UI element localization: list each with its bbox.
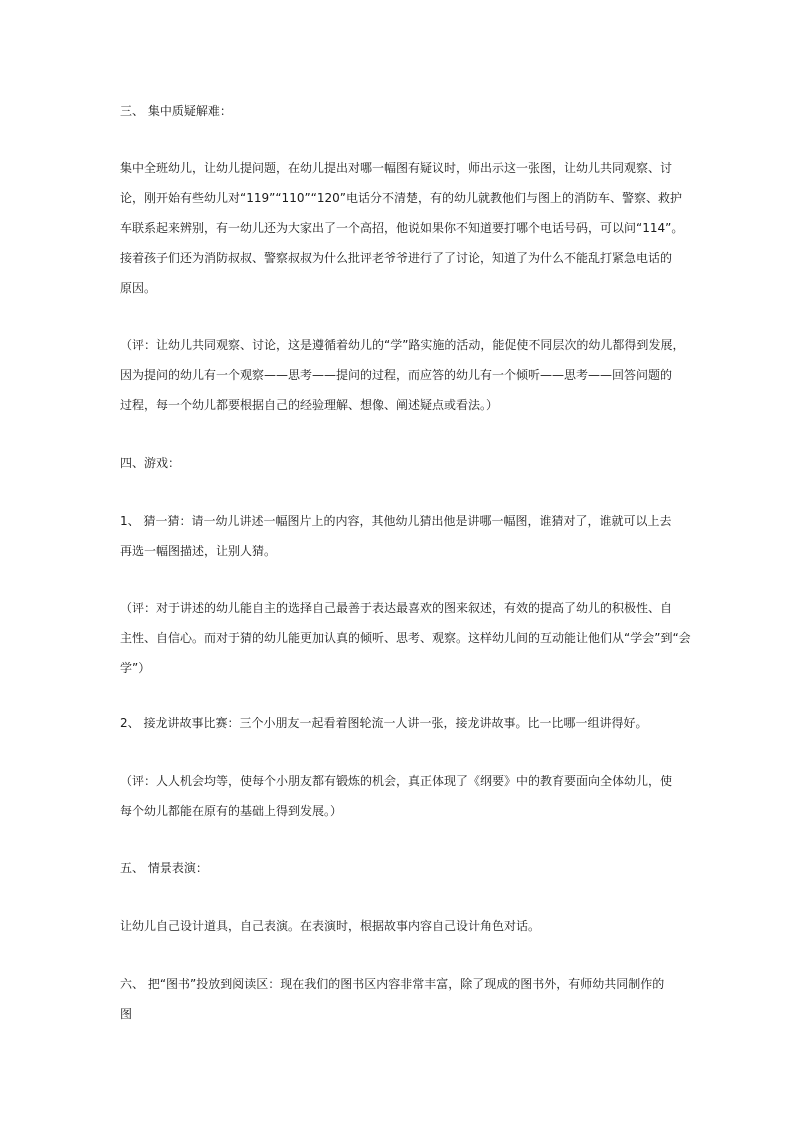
section-5-heading: 五、 情景表演： bbox=[120, 861, 208, 875]
section-3-heading: 三、 集中质疑解难： bbox=[120, 104, 232, 118]
section-5-body: 让幼儿自己设计道具，自己表演。在表演时，根据故事内容自己设计角色对话。 bbox=[120, 919, 541, 933]
game-item-2: 2、 接龙讲故事比赛：三个小朋友一起看着图轮流一人讲一张，接龙讲故事。比一比哪一组讲得好。 bbox=[120, 716, 648, 730]
text-line: 过程，每一个幼儿都要根据自己的经验理解、想像、阐述疑点或看法。） bbox=[120, 398, 499, 412]
section-3-body bbox=[120, 153, 684, 303]
text-line: （评：人人机会均等，使每个小朋友都有锻炼的机会，真正体现了《纲要》中的教育要面向全体幼儿，使 bbox=[120, 774, 673, 788]
text-line: 每个幼儿都能在原有的基础上得到发展。） bbox=[120, 804, 343, 818]
text-line: 车联系起来辨别，有一幼儿还为大家出了一个高招，他说如果你不知道要打哪个电话号码，可以问“114”。 bbox=[120, 221, 684, 235]
section-4-heading: 四、游戏： bbox=[120, 456, 181, 470]
text-line: 1、 猜一猜：请一幼儿讲述一幅图片上的内容，其他幼儿猜出他是讲哪一幅图，谁猜对了，谁就可以上去 bbox=[120, 514, 672, 528]
section-6-line: 六、 把“图书”投放到阅读区：现在我们的图书区内容非常丰富，除了现成的图书外，有师幼共同制作的图 bbox=[120, 977, 665, 1021]
text-line: 再选一幅图描述，让别人猜。 bbox=[120, 544, 277, 558]
text-line: （评：让幼儿共同观察、讨论，这是遵循着幼儿的“学”路实施的活动，能促使不同层次的幼儿都得到发展， bbox=[120, 338, 685, 352]
game-item-1 bbox=[120, 506, 676, 566]
game-item-1-comment bbox=[120, 593, 691, 683]
text-line: 集中全班幼儿，让幼儿提问题，在幼儿提出对哪一幅图有疑议时，师出示这一张图，让幼儿共同观察、讨 bbox=[120, 161, 673, 175]
text-line: （评：对于讲述的幼儿能自主的选择自己最善于表达最喜欢的图来叙述，有效的提高了幼儿的积极性、自 bbox=[120, 601, 673, 615]
text-line: 因为提问的幼儿有一个观察——思考——提问的过程，而应答的幼儿有一个倾听——思考——回答问题的 bbox=[120, 368, 673, 382]
game-item-2-comment bbox=[120, 766, 676, 826]
text-line: 接着孩子们还为消防叔叔、警察叔叔为什么批评老爷爷进行了了讨论，知道了为什么不能乱打紧急电话的 bbox=[120, 251, 673, 265]
text-line: 原因。 bbox=[120, 281, 157, 295]
text-line: 论，刚开始有些幼儿对“119”“110”“120”电话分不清楚，有的幼儿就教他们与图上的消防车、警察、救护 bbox=[120, 191, 683, 205]
text-line: 主性、自信心。而对于猜的幼儿能更加认真的倾听、思考、观察。这样幼儿间的互动能让他们从“学会”到“会 bbox=[120, 631, 691, 645]
section-3-comment bbox=[120, 330, 685, 420]
text-line: 学”） bbox=[120, 661, 151, 675]
